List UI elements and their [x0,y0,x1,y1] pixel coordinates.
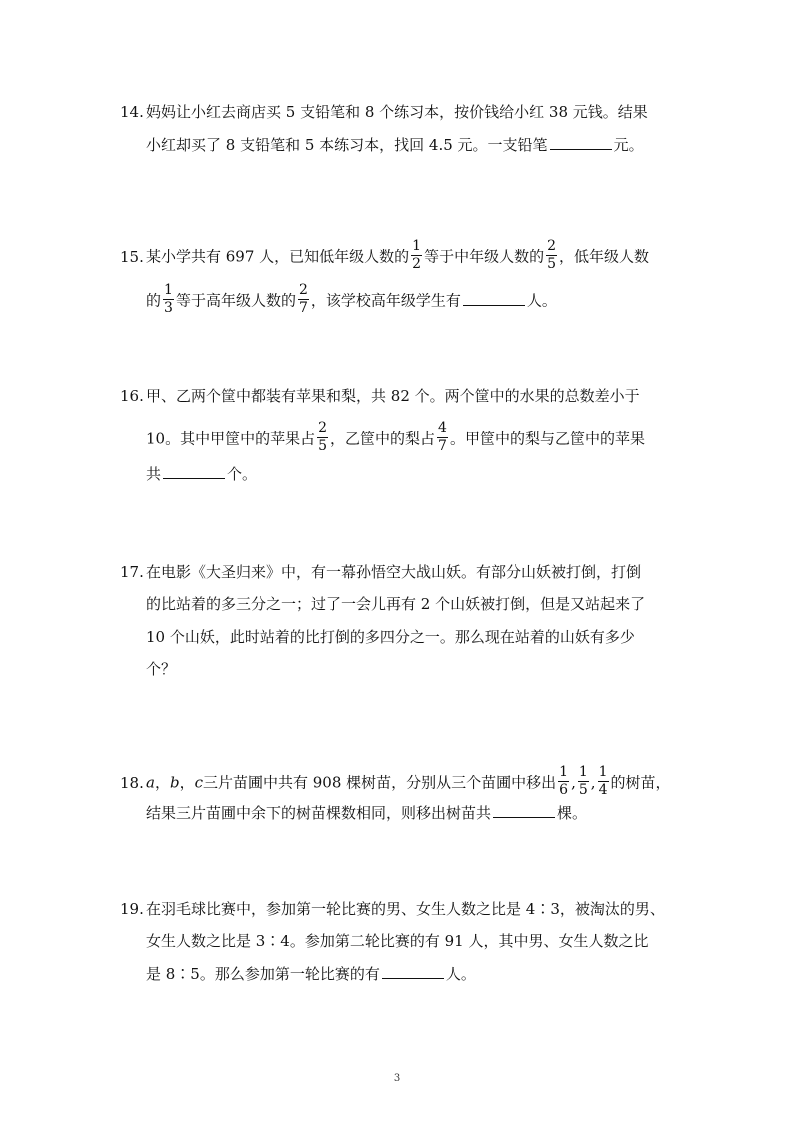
q16-text: 个。 [227,465,258,483]
q17-text: 的比站着的多三分之一；过了一会儿再有 2 个山妖被打倒，但是又站起来了 [146,595,646,613]
q17-text: 个？ [146,660,177,678]
fraction [546,238,557,273]
fraction-denominator: 3 [164,300,173,316]
fraction-numerator: 2 [547,238,557,254]
fraction-numerator: 2 [298,282,308,298]
q19-number: 19. [120,900,144,918]
answer-blank[interactable] [550,134,612,150]
q17-line-4 [146,659,176,679]
q17-text: 10 个山妖，此时站着的比打倒的多四分之一。那么现在站着的山妖有多少 [146,628,635,646]
q17-text: 在电影《大圣归来》中，有一幕孙悟空大战山妖。有部分山妖被打倒，打倒 [146,563,642,581]
q16-text: 共 [146,465,162,483]
fraction [598,764,609,799]
q16-text: 甲、乙两个筐中都装有苹果和梨，共 82 个。两个筐中的水果的总数差小于 [146,387,640,405]
q15-text: 等于中年级人数的 [424,247,545,266]
q16-text: 。甲筐中的梨与乙筐中的苹果 [449,429,645,448]
answer-blank[interactable] [493,802,555,818]
q15-text: 的 [146,291,162,310]
separator: ， [179,773,195,792]
q16-text: ，乙筐中的梨占 [330,429,436,448]
q15-text: ，低年级人数 [559,247,650,266]
q19-text: 女生人数之比是 3∶4。参加第二轮比赛的有 91 人，其中男、女生人数之比 [146,932,649,950]
fraction [411,238,422,273]
fraction-numerator: 1 [578,764,588,780]
fraction-denominator: 7 [298,300,308,316]
fraction-numerator: 1 [598,764,608,780]
q18-line-2 [146,802,587,823]
q19-line-2 [146,931,648,951]
fraction [298,282,309,317]
q14-text: 小红却买了 8 支铅笔和 5 本练习本，找回 4.5 元。一支铅笔 [146,136,548,154]
q14-line-2 [146,134,644,155]
answer-blank[interactable] [163,463,225,479]
q19-text: 人。 [445,965,476,983]
fraction [163,282,174,317]
q15-line-2 [146,284,557,319]
fraction-denominator: 7 [438,438,447,454]
fraction-denominator: 4 [598,782,608,798]
q14-text: 元。 [613,136,644,154]
fraction-denominator: 5 [547,256,557,272]
variable-a: a [146,773,155,792]
q18-line-1 [120,766,671,801]
q16-line-1 [120,386,640,406]
q16-text: 10。其中甲筐中的苹果占 [146,429,316,448]
answer-blank[interactable] [463,290,525,306]
fraction [317,420,328,455]
fraction [558,764,569,799]
q18-text: 三片苗圃中共有 908 棵树苗，分别从三个苗圃中移出 [203,773,557,792]
q18-number: 18. [120,773,144,792]
fraction-numerator: 1 [559,764,569,780]
separator: ， [154,773,170,792]
fraction-denominator: 5 [578,782,588,798]
q19-line-1 [120,899,665,919]
q15-line-1 [120,240,649,275]
fraction-denominator: 5 [318,438,328,454]
answer-blank[interactable] [382,963,444,979]
q15-number: 15. [120,247,144,266]
q19-line-3 [146,963,476,984]
fraction-numerator: 1 [412,238,422,254]
q15-text: ，该学校高年级学生有 [310,291,461,310]
q15-text: 某小学共有 697 人，已知低年级人数的 [146,247,410,266]
q16-number: 16. [120,387,144,405]
q17-line-1 [120,562,641,582]
q15-text: 人。 [526,291,557,310]
q16-line-2 [146,422,645,457]
variable-c: c [194,773,203,792]
q17-line-2 [146,594,645,614]
q14-text: 妈妈让小红去商店买 5 支铅笔和 8 个练习本，按价钱给小红 38 元钱。结果 [146,103,648,121]
fraction-numerator: 2 [318,420,328,436]
q17-number: 17. [120,563,144,581]
q18-text: 结果三片苗圃中余下的树苗棵数相同，则移出树苗共 [146,804,492,822]
q19-text: 是 8∶5。那么参加第一轮比赛的有 [146,965,380,983]
q15-text: 等于高年级人数的 [175,291,296,310]
q18-text: 棵。 [557,804,588,822]
page-number: 3 [393,1073,401,1084]
fraction [437,420,448,455]
separator: , [590,773,596,792]
fraction-numerator: 1 [164,282,173,298]
fraction-numerator: 4 [438,420,447,436]
fraction-denominator: 2 [412,256,422,272]
q16-line-3 [146,463,257,484]
separator: , [571,773,576,792]
q14-number: 14. [120,103,144,121]
q19-text: 在羽毛球比赛中，参加第一轮比赛的男、女生人数之比是 4∶3，被淘汰的男、 [146,900,665,918]
q18-text: 的树苗， [610,773,671,792]
q14-line-1 [120,102,648,122]
q17-line-3 [146,627,635,647]
variable-b: b [169,773,180,792]
fraction-denominator: 6 [559,782,569,798]
fraction [578,764,589,799]
